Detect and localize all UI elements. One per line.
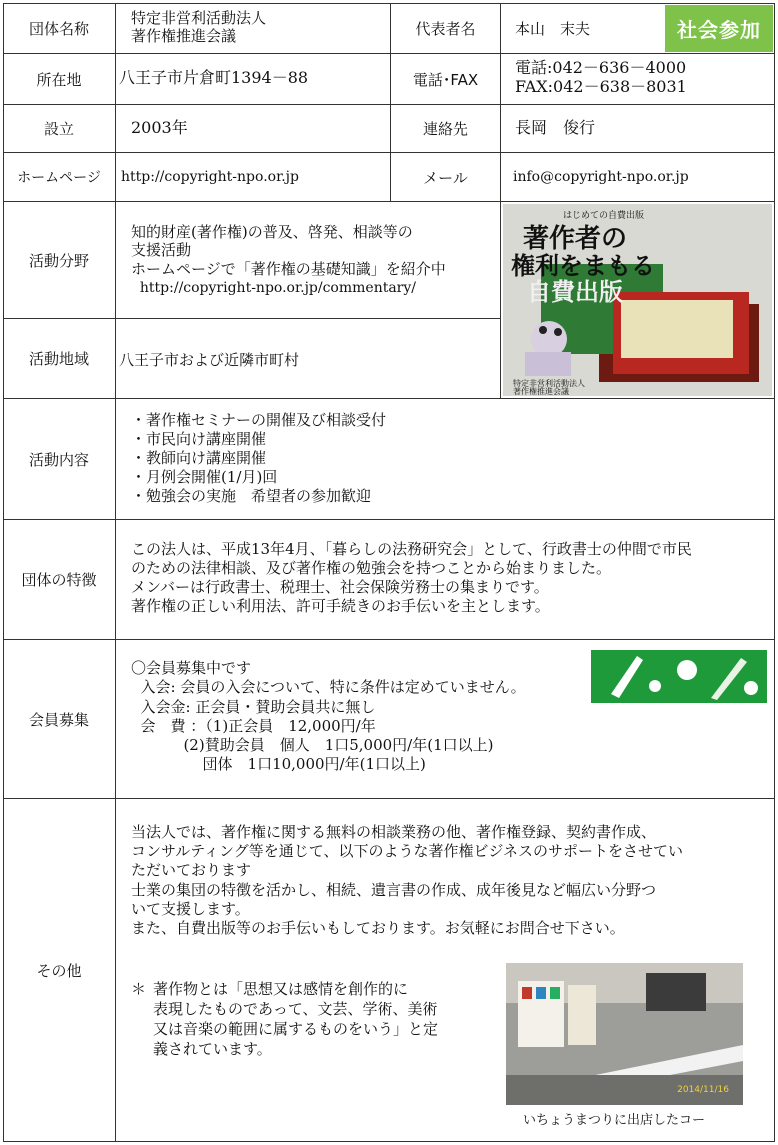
features-label: 団体の特徴 — [21, 571, 97, 589]
activity-field-line: 知的財産(著作権)の普及、啓発、相談等の — [131, 223, 413, 241]
note-line: 又は音楽の範囲に属するものをいう」と定 — [153, 1020, 439, 1038]
activity-area-label: 活動地域 — [28, 350, 89, 368]
phone-value: 電話:042－636－4000 — [515, 58, 687, 77]
homepage-link[interactable]: http://copyright-npo.or.jp — [121, 169, 299, 185]
features-line: メンバーは行政書士、税理士、社会保険労務士の集まりです。 — [131, 578, 549, 596]
representative-value: 本山 末夫 — [515, 20, 591, 38]
member-recruit-label: 会員募集 — [28, 710, 89, 729]
address-label: 所在地 — [36, 70, 82, 89]
representative-label: 代表者名 — [415, 19, 476, 38]
other-line: 当法人では、著作権に関する無料の相談業務の他、著作権登録、契約書作成、 — [131, 823, 657, 841]
book-cover-image — [503, 204, 772, 396]
book-title-1: 著作者の — [523, 224, 628, 254]
other-line: いて支援します。 — [131, 900, 250, 918]
activity-item: ・月例会開催(1/月)回 — [131, 468, 278, 486]
org-name-line2: 著作権推進会議 — [131, 27, 237, 45]
member-line: 団体 1口10,000円/年(1口以上) — [131, 755, 426, 773]
event-booth-photo — [506, 963, 743, 1105]
activity-item: ・市民向け講座開催 — [131, 430, 267, 448]
other-line: ただいております — [131, 861, 252, 879]
other-line: コンサルティング等を通じて、以下のような著作権ビジネスのサポートをさせてい — [131, 842, 684, 860]
founded-value: 2003年 — [131, 118, 188, 137]
activity-area-value: 八王子市および近隣市町村 — [119, 351, 300, 369]
note-asterisk: ＊ — [131, 980, 147, 998]
book-publisher-2: 著作権推進会議 — [513, 387, 569, 396]
mail-link[interactable]: info@copyright-npo.or.jp — [513, 169, 689, 185]
leaf-pattern-illustration — [591, 650, 767, 703]
photo-caption: いちょうまつりに出店したコー — [523, 1113, 706, 1128]
activity-item: ・勉強会の実施 希望者の参加歓迎 — [131, 487, 372, 505]
activity-item: ・教師向け講座開催 — [131, 449, 267, 467]
organization-sheet — [3, 3, 775, 1142]
features-line: 著作権の正しい利用法、許可手続きのお手伝いを主とします。 — [131, 597, 550, 615]
note-line: 著作物とは「思想又は感情を創作的に — [153, 980, 409, 998]
other-label: その他 — [36, 961, 82, 980]
features-line: のための法律相談、及び著作権の勉強会を持つことから始まりました。 — [131, 559, 612, 577]
member-line: 会 費 ：（1)正会員 12,000円/年 — [131, 717, 376, 735]
mail-label: メール — [423, 168, 468, 187]
address-value: 八王子市片倉町1394－88 — [119, 68, 309, 87]
member-line: 〇会員募集中です — [131, 659, 252, 677]
category-badge: 社会参加 — [665, 5, 773, 52]
note-line: 義されています。 — [153, 1040, 272, 1058]
other-line: 士業の集団の特徴を活かし、相続、遺言書の作成、成年後見など幅広い分野つ — [131, 881, 657, 899]
homepage-label: ホームページ — [17, 170, 101, 186]
book-publisher-1: 特定非営利活動法人 — [513, 379, 585, 388]
org-name-label: 団体名称 — [28, 19, 89, 38]
activity-item: ・著作権セミナーの開催及び相談受付 — [131, 411, 387, 429]
org-name-line1: 特定非営利活動法人 — [131, 9, 267, 27]
phone-fax-label: 電話･FAX — [412, 70, 479, 89]
member-line: (2)賛助会員 個人 1口5,000円/年(1口以上) — [131, 736, 494, 754]
book-title-2: 権利をまもる — [511, 252, 655, 280]
member-line: 入会: 会員の入会について、特に条件は定めていません。 — [131, 678, 526, 696]
contact-value: 長岡 俊行 — [515, 118, 596, 137]
event-booth-illustration — [506, 963, 743, 1105]
book-top-text: はじめての自費出版 — [563, 211, 645, 221]
activity-content-label: 活動内容 — [28, 450, 89, 469]
other-line: また、自費出版等のお手伝いもしております。お気軽にお問合せ下さい。 — [131, 919, 625, 937]
decorative-green-image — [591, 650, 767, 703]
features-line: この法人は、平成13年4月、「暮らしの法務研究会」として、行政書士の仲間で市民 — [131, 540, 692, 558]
fax-value: FAX:042－638－8031 — [515, 77, 687, 96]
activity-field-url[interactable]: http://copyright-npo.or.jp/commentary/ — [131, 280, 417, 296]
note-line: 表現したものであって、文芸、学術、美術 — [153, 1000, 438, 1018]
book-title-3: 自費出版 — [527, 278, 623, 306]
member-line: 入会金: 正会員・賛助会員共に無し — [131, 698, 376, 716]
activity-field-line: 支援活動 — [131, 241, 192, 259]
founded-label: 設立 — [43, 120, 74, 138]
activity-field-line: ホームページで「著作権の基礎知識」を紹介中 — [131, 260, 446, 278]
activity-field-label: 活動分野 — [28, 251, 89, 270]
photo-date-stamp: 2014/11/16 — [677, 1085, 729, 1095]
contact-label: 連絡先 — [422, 120, 468, 138]
